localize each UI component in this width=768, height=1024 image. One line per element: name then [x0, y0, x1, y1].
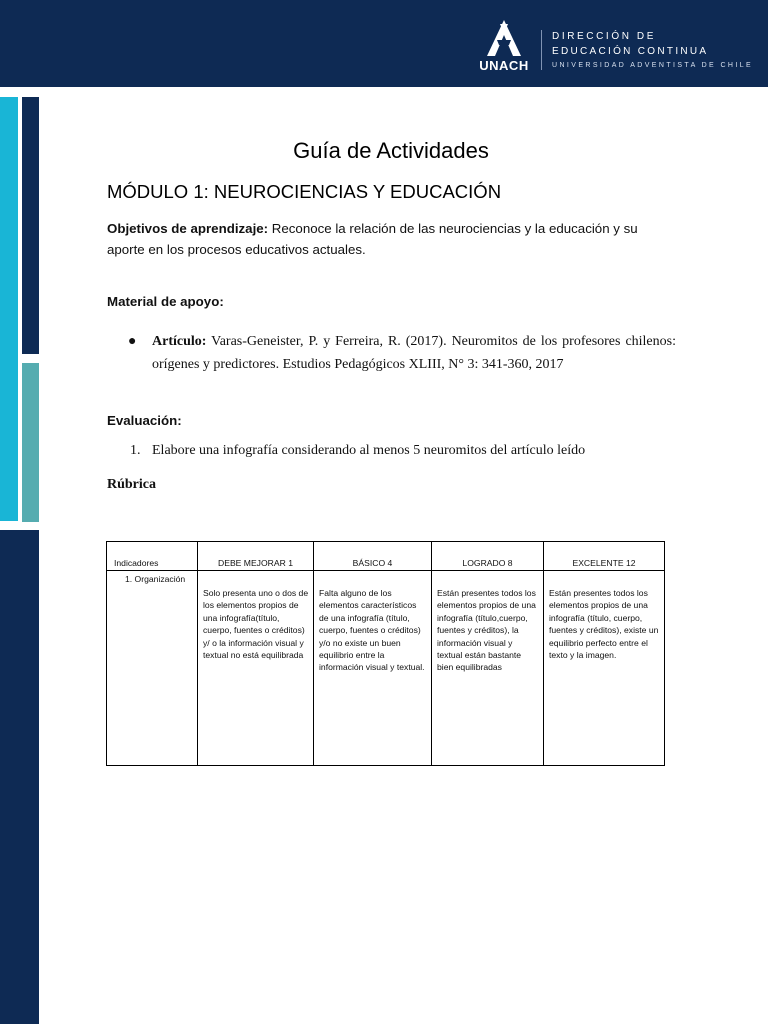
evaluation-list-item: [130, 443, 585, 459]
logo-divider: [541, 30, 542, 70]
unach-a-icon: [487, 20, 521, 56]
unach-logo: [477, 20, 531, 76]
page-title: Guía de Actividades: [293, 138, 489, 163]
rubric-header-excelente: EXCELENTE 12: [544, 542, 665, 571]
material-item-label: Artículo:: [152, 334, 207, 349]
rubric-header-basico: BÁSICO 4: [314, 542, 432, 571]
rubric-header-debe-mejorar: DEBE MEJORAR 1: [198, 542, 314, 571]
rubric-cell-debe-mejorar: Solo presenta uno o dos de los elementos propios de una infografía(título, cuerpo, fuentes o créditos) y/ o la información visual y textual no está equilibrada: [198, 571, 314, 766]
brand-line-2: EDUCACIÓN CONTINUA: [552, 46, 709, 57]
logo-text: UNACH: [479, 58, 529, 73]
rubric-header-row: [107, 542, 665, 571]
brand-line-3: UNIVERSIDAD ADVENTISTA DE CHILE: [552, 62, 754, 69]
objectives-paragraph: [107, 218, 679, 260]
rubric-header-logrado: LOGRADO 8: [432, 542, 544, 571]
objectives-text: Reconoce la relación de las neurociencias y la educación y su aporte en los procesos educativos actuales.: [107, 221, 638, 257]
side-bar-navy-top: [22, 97, 39, 354]
rubric-header-indicadores: Indicadores: [107, 542, 198, 571]
evaluation-item-number: 1.: [130, 443, 141, 458]
rubric-row-organizacion: [107, 571, 665, 766]
objectives-label: Objetivos de aprendizaje:: [107, 221, 269, 236]
header-banner: [0, 0, 768, 87]
brand-line-1: DIRECCIÓN DE: [552, 31, 656, 42]
material-list-item: [128, 330, 676, 376]
material-heading: Material de apoyo:: [107, 294, 224, 309]
evaluation-heading: Evaluación:: [107, 413, 182, 428]
module-heading: MÓDULO 1: NEUROCIENCIAS Y EDUCACIÓN: [107, 181, 502, 202]
bullet-icon: ●: [128, 334, 137, 349]
rubric-cell-logrado: Están presentes todos los elementos propios de una infografía (título,cuerpo, fuentes y créditos), la información visual y textual están bastante bien equilibradas: [432, 571, 544, 766]
rubric-cell-basico: Falta alguno de los elementos característicos de una infografía (título, cuerpo, fuentes o créditos) y/o no existe un buen equilibrio entre la información visual y textual.: [314, 571, 432, 766]
material-item-text: Varas-Geneister, P. y Ferreira, R. (2017). Neuromitos de los profesores chilenos: orígenes y predictores. Estudios Pedagógicos XLIII, N° 3: 341-360, 2017: [152, 334, 676, 372]
rubric-cell-indicator: 1. Organización: [107, 571, 198, 766]
rubric-table: [106, 541, 665, 766]
brand-text: [552, 30, 753, 72]
side-bar-teal: [22, 363, 39, 522]
rubric-heading: Rúbrica: [107, 477, 156, 492]
evaluation-item-text: Elabore una infografía considerando al menos 5 neuromitos del artículo leído: [152, 443, 586, 458]
side-bar-navy-bottom: [0, 530, 39, 1024]
rubric-cell-excelente: Están presentes todos los elementos propios de una infografía (título, cuerpo, fuentes y créditos), existe un equilibrio perfecto entre el texto y la imagen.: [544, 571, 665, 766]
